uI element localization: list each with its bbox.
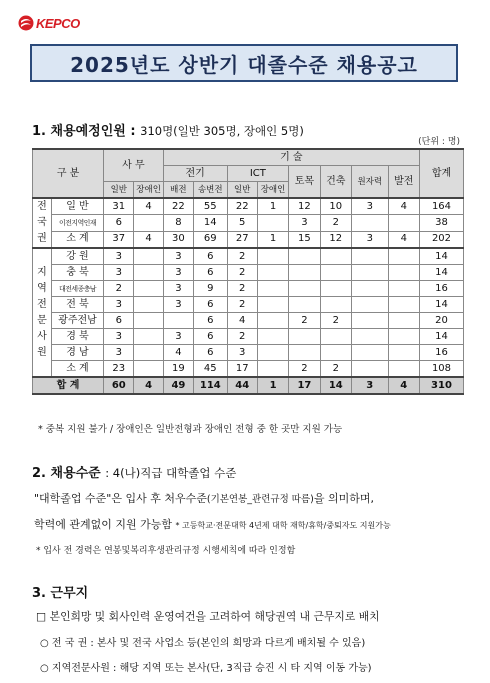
table-cell: 17 — [289, 377, 320, 394]
row-label: 경 북 — [51, 329, 103, 345]
header-wonjaryeok: 원자력 — [351, 166, 388, 199]
table-cell: 2 — [227, 265, 257, 281]
table-cell: 3 — [351, 231, 388, 248]
table-cell: 1 — [257, 198, 288, 215]
header-ict: ICT — [227, 166, 289, 182]
row-label: 일 반 — [51, 198, 103, 215]
table-cell: 4 — [134, 198, 163, 215]
table-cell — [351, 281, 388, 297]
section2-note: * 입사 전 경력은 연봉및복리후생관리규정 시행세칙에 따라 인정함 — [36, 546, 296, 556]
table-cell: 45 — [194, 361, 227, 378]
table-cell — [351, 215, 388, 231]
table-cell: 1 — [257, 231, 288, 248]
table-cell — [320, 281, 351, 297]
table-cell — [351, 265, 388, 281]
section2-line1c: 을 의미하며, — [313, 492, 374, 505]
header-ict-jangaein: 장애인 — [257, 182, 288, 199]
table-cell: 49 — [163, 377, 193, 394]
kepco-logo — [18, 14, 80, 32]
table-cell — [388, 297, 419, 313]
table-cell: 6 — [194, 265, 227, 281]
hiring-table — [32, 148, 464, 395]
table-cell — [388, 265, 419, 281]
table-cell: 27 — [227, 231, 257, 248]
table-cell: 6 — [194, 313, 227, 329]
row-label: 경 남 — [51, 345, 103, 361]
header-samu: 사 무 — [104, 149, 164, 182]
table-cell — [351, 297, 388, 313]
row-label: 대전세종충남 — [51, 281, 103, 297]
table-cell: 6 — [194, 248, 227, 265]
section2-summary: : 4(나)직급 대학졸업 수준 — [105, 466, 237, 480]
table-cell: 4 — [163, 345, 193, 361]
table-cell: 14 — [194, 215, 227, 231]
table-cell — [289, 297, 320, 313]
table-cell — [257, 215, 288, 231]
logo-text: KEPCO — [36, 15, 80, 31]
table-cell: 202 — [419, 231, 463, 248]
table-cell: 3 — [163, 248, 193, 265]
section1-title: 1. 채용예정인원 : — [32, 124, 136, 139]
page-title: 2025년도 상반기 대졸수준 채용공고 — [70, 52, 418, 77]
header-samu-jangaein: 장애인 — [134, 182, 163, 199]
table-cell — [320, 297, 351, 313]
table-cell: 23 — [104, 361, 134, 378]
table-cell — [289, 265, 320, 281]
table-cell — [388, 345, 419, 361]
table-cell — [134, 215, 163, 231]
table-cell — [289, 329, 320, 345]
section2-line1a: "대학졸업 수준"은 입사 후 처우수준 — [34, 492, 207, 505]
table-cell — [134, 345, 163, 361]
table-cell: 1 — [257, 377, 288, 394]
national-rows — [33, 198, 464, 248]
table-cell — [351, 361, 388, 378]
table-cell: 10 — [320, 198, 351, 215]
table-row — [33, 265, 464, 281]
table-cell: 2 — [104, 281, 134, 297]
table-row — [33, 198, 464, 215]
section2-line2 — [34, 516, 391, 532]
group-national: 전 국 권 — [33, 198, 52, 248]
total-row — [33, 377, 464, 394]
table-cell: 17 — [227, 361, 257, 378]
table-cell — [257, 265, 288, 281]
header-ict-ilban: 일반 — [227, 182, 257, 199]
header-baejeon: 배전 — [163, 182, 193, 199]
table-cell: 2 — [289, 361, 320, 378]
table-cell — [163, 313, 193, 329]
table-cell: 2 — [227, 248, 257, 265]
table-cell: 14 — [419, 297, 463, 313]
table-cell: 6 — [194, 297, 227, 313]
table-cell: 12 — [320, 231, 351, 248]
table-cell: 3 — [104, 297, 134, 313]
table-cell: 4 — [227, 313, 257, 329]
table-cell: 14 — [419, 248, 463, 265]
table-cell: 19 — [163, 361, 193, 378]
table-cell — [134, 281, 163, 297]
table-cell: 3 — [227, 345, 257, 361]
table-cell — [257, 361, 288, 378]
table-cell: 3 — [163, 297, 193, 313]
table-cell — [257, 248, 288, 265]
table-cell — [134, 313, 163, 329]
row-label: 강 원 — [51, 248, 103, 265]
table-cell — [257, 345, 288, 361]
table-cell: 3 — [351, 198, 388, 215]
table-cell: 2 — [320, 361, 351, 378]
row-label: 광주전남 — [51, 313, 103, 329]
table-cell — [388, 361, 419, 378]
section1-summary: 310명(일반 305명, 장애인 5명) — [140, 124, 304, 138]
table-row — [33, 345, 464, 361]
table-cell — [388, 281, 419, 297]
table-cell — [351, 345, 388, 361]
kepco-logo-icon — [18, 15, 34, 31]
table-cell: 30 — [163, 231, 193, 248]
table-cell: 3 — [351, 377, 388, 394]
header-baljeon: 발전 — [388, 166, 419, 199]
table-cell: 69 — [194, 231, 227, 248]
table-cell: 4 — [388, 377, 419, 394]
table-cell: 4 — [134, 377, 163, 394]
table-cell: 3 — [104, 265, 134, 281]
table-cell: 164 — [419, 198, 463, 215]
table-row — [33, 248, 464, 265]
table-cell — [134, 248, 163, 265]
table-cell — [289, 281, 320, 297]
section3-item1: ○ 전 국 권 : 본사 및 전국 사업소 등(본인의 희망과 다르게 배치될 수 있음) — [40, 638, 366, 649]
table-cell: 2 — [320, 313, 351, 329]
table-cell — [320, 329, 351, 345]
table-cell — [388, 215, 419, 231]
table-cell — [134, 265, 163, 281]
table-cell — [388, 313, 419, 329]
table-cell — [289, 248, 320, 265]
table-cell — [351, 313, 388, 329]
header-songbyeonjeon: 송변전 — [194, 182, 227, 199]
table-cell: 60 — [104, 377, 134, 394]
table-cell — [351, 329, 388, 345]
table-row — [33, 297, 464, 313]
table-row — [33, 313, 464, 329]
row-label: 충 북 — [51, 265, 103, 281]
table-cell: 14 — [320, 377, 351, 394]
section1-heading — [32, 120, 304, 139]
table-cell: 310 — [419, 377, 463, 394]
table-cell: 4 — [388, 231, 419, 248]
table-cell: 2 — [227, 281, 257, 297]
table-row — [33, 329, 464, 345]
table-row — [33, 281, 464, 297]
group-regional: 지 역 전 문 사 원 — [33, 248, 52, 377]
table-cell — [257, 281, 288, 297]
table-cell: 22 — [163, 198, 193, 215]
table-cell — [320, 265, 351, 281]
table-cell: 22 — [227, 198, 257, 215]
table-cell: 6 — [104, 215, 134, 231]
table-cell — [289, 345, 320, 361]
section2-line1 — [34, 490, 374, 506]
section2-line2b: * 고등학교·전문대학 4년제 대학 재학/휴학/중퇴자도 지원가능 — [175, 521, 391, 530]
header-geonchuk: 건축 — [320, 166, 351, 199]
unit-label: (단위 : 명) — [418, 137, 460, 147]
table-cell — [257, 313, 288, 329]
table-row — [33, 377, 464, 394]
table-cell — [134, 297, 163, 313]
table-row — [33, 361, 464, 378]
table-cell: 3 — [104, 248, 134, 265]
table-cell: 2 — [227, 297, 257, 313]
table-cell — [388, 248, 419, 265]
header-gisul: 기 술 — [163, 149, 419, 166]
table-cell — [388, 329, 419, 345]
table-cell: 3 — [104, 345, 134, 361]
section2-line1b: (기본연봉_관련규정 따름) — [206, 494, 314, 505]
table-cell: 20 — [419, 313, 463, 329]
table-cell: 3 — [163, 281, 193, 297]
table-cell: 108 — [419, 361, 463, 378]
table-cell — [134, 329, 163, 345]
table-cell: 37 — [104, 231, 134, 248]
table-row — [33, 231, 464, 248]
table-cell: 6 — [104, 313, 134, 329]
table-cell: 3 — [104, 329, 134, 345]
row-label: 소 계 — [51, 361, 103, 378]
section3-heading: 3. 근무지 — [32, 586, 89, 601]
table-cell — [257, 329, 288, 345]
table-cell: 12 — [289, 198, 320, 215]
section2-title: 2. 채용수준 — [32, 466, 101, 481]
table-cell: 14 — [419, 265, 463, 281]
note-duplicate: * 중복 지원 불가 / 장애인은 일반전형과 장애인 전형 중 한 곳만 지원 가능 — [38, 424, 343, 435]
table-cell: 6 — [194, 329, 227, 345]
table-cell: 16 — [419, 345, 463, 361]
row-label: 이전지역인재 — [51, 215, 103, 231]
table-cell — [257, 297, 288, 313]
table-cell: 2 — [227, 329, 257, 345]
header-samu-ilban: 일반 — [104, 182, 134, 199]
table-cell — [320, 345, 351, 361]
table-cell: 114 — [194, 377, 227, 394]
row-label: 소 계 — [51, 231, 103, 248]
table-cell: 2 — [289, 313, 320, 329]
section2-line2a: 학력에 관계없이 지원 가능함 — [34, 518, 173, 531]
table-cell: 4 — [388, 198, 419, 215]
table-cell: 15 — [289, 231, 320, 248]
table-cell: 16 — [419, 281, 463, 297]
table-cell: 3 — [163, 329, 193, 345]
table-cell: 2 — [320, 215, 351, 231]
page-title-box — [30, 44, 458, 82]
regional-rows — [33, 248, 464, 377]
table-cell: 6 — [194, 345, 227, 361]
table-cell: 14 — [419, 329, 463, 345]
table-cell: 3 — [289, 215, 320, 231]
table-cell: 44 — [227, 377, 257, 394]
table-cell — [351, 248, 388, 265]
table-cell — [320, 248, 351, 265]
table-cell: 31 — [104, 198, 134, 215]
table-row — [33, 215, 464, 231]
row-label: 전 북 — [51, 297, 103, 313]
section2-heading — [32, 462, 236, 481]
section3-box-line: □ 본인희망 및 회사인력 운영여건을 고려하여 해당권역 내 근무지로 배치 — [36, 610, 380, 623]
table-cell: 3 — [163, 265, 193, 281]
row-label: 합 계 — [33, 377, 104, 394]
header-gubun: 구 분 — [33, 149, 104, 198]
table-cell: 9 — [194, 281, 227, 297]
section3-item2: ○ 지역전문사원 : 해당 지역 또는 본사(단, 3직급 승진 시 타 지역 이동 가능) — [40, 663, 372, 674]
table-cell: 4 — [134, 231, 163, 248]
table-cell — [134, 361, 163, 378]
header-hapgye: 합계 — [419, 149, 463, 198]
table-cell: 8 — [163, 215, 193, 231]
table-cell: 38 — [419, 215, 463, 231]
header-jeongi: 전기 — [163, 166, 227, 182]
table-cell: 5 — [227, 215, 257, 231]
table-cell: 55 — [194, 198, 227, 215]
header-tomok: 토목 — [289, 166, 320, 199]
